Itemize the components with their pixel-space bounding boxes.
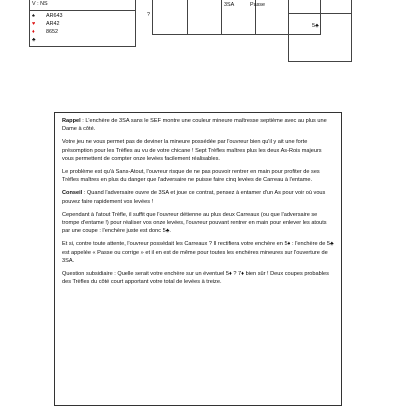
conseil-paragraph	[62, 189, 334, 205]
explanation-box	[54, 112, 342, 406]
heart-cards: AR42	[46, 21, 60, 27]
rappel-paragraph	[62, 117, 334, 133]
bid-cell-question: ?	[147, 12, 150, 18]
bid-cell-3sa: 3SA	[224, 2, 235, 8]
conseil-text: : Quand l'adversaire ouvre de 3SA et joue ce contrat, pensez à entamer d'un As pour voir où vous pouvez faire rapidement vos levées !	[62, 190, 326, 205]
bid-col-divider	[187, 0, 188, 35]
heart-icon: ♥	[32, 21, 36, 27]
lead-box-header	[288, 0, 352, 14]
paragraph-3: Le problème est qu'à Sans-Atout, l'ouvreur risque de ne pas pouvoir rentrer en main pour profiter de ses Trèfles maîtres en plus du danger que l'adversaire ne puisse faire cinq levées de Carreau à l'entame.	[62, 169, 320, 184]
paragraph-2: Votre jeu ne vous permet pas de deviner la mineure possédée par l'ouvreur bien qu'il y ait une forte présomption pour les Trèfles au vu de votre chicane ! Sept Trèfles maîtres plus les deux As-Rois majeurs vous permettent de compter onze levées facilement réalisables.	[62, 139, 322, 162]
diamond-icon: ♦	[32, 29, 35, 35]
diamond-cards: 8652	[46, 29, 58, 35]
hand-row-clubs	[32, 37, 46, 43]
hand-row-hearts	[32, 21, 60, 27]
hand-header	[29, 0, 136, 11]
hand-row-diamonds	[32, 29, 58, 35]
vulnerability-label: V : NS	[32, 1, 48, 7]
rappel-text: : L'enchère de 3SA sans le SEF montre une couleur mineure maîtresse septième avec au plus une Dame à côté.	[62, 118, 327, 133]
hand-suits	[29, 11, 136, 47]
paragraph-6: Et si, contre toute attente, l'ouvreur possédait les Carreaux ? Il rectifiera votre enchère en 5♦ : l'enchère de 5♣ est appelée « Passe ou corrige » et il en est de même pour toutes les enchères mineures sur l'ouverture de 3SA.	[62, 241, 334, 264]
paragraph-7: Question subsidiaire : Quelle serait votre enchère sur un éventuel 5♦ ? 7♦ bien sûr ! Deux coupes probables des Trèfles du côté court apportant votre total de levées à treize.	[62, 271, 329, 286]
hand-row-spades	[32, 13, 62, 19]
rappel-label: Rappel	[62, 118, 81, 124]
paragraph-5: Cependant à l'atout Trèfle, il suffit que l'ouvreur détienne au plus deux Carreaux (ou que l'adversaire se trompe d'entame !) pour réaliser vos onze levées, l'ouvreur pouvant rentrer en main pour enlever les atouts par une coupe : l'enchère juste est donc 5♣.	[62, 211, 327, 235]
lead-card: 5♣	[312, 23, 319, 29]
conseil-label: Conseil	[62, 190, 83, 197]
club-icon: ♣	[32, 37, 36, 43]
bid-cell-passe: Passe	[250, 2, 265, 8]
bid-col-divider	[221, 0, 222, 35]
spade-cards: AR643	[46, 13, 63, 19]
spade-icon: ♠	[32, 13, 35, 19]
